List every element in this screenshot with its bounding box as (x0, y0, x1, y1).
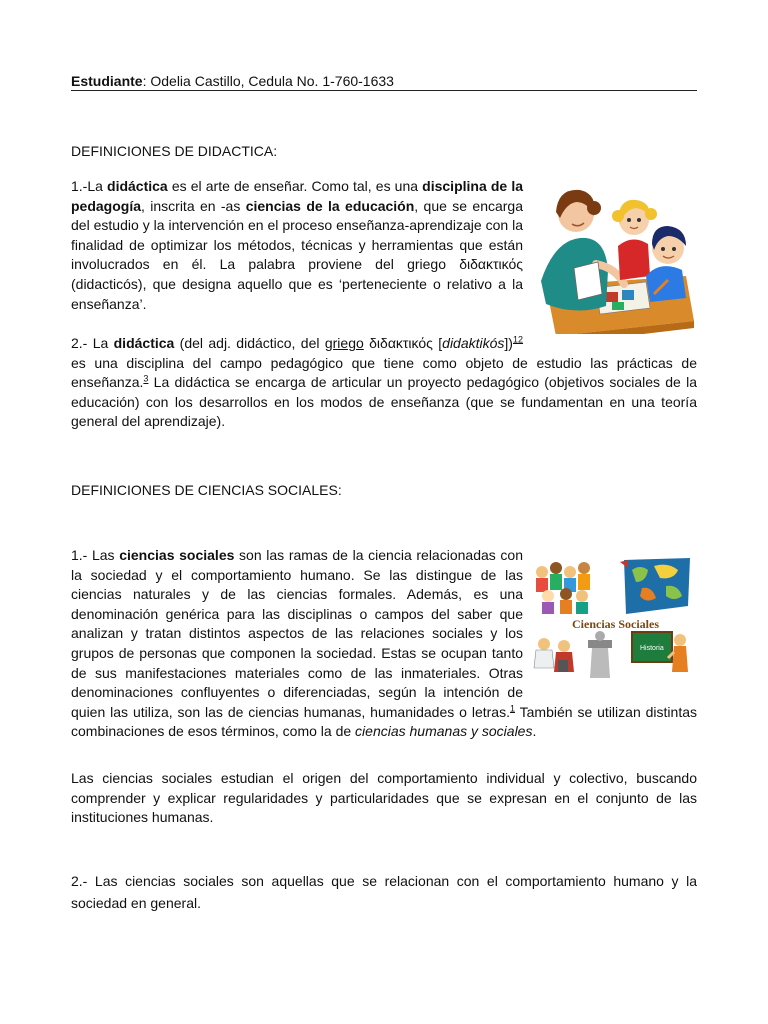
griego-link-2[interactable]: griego (324, 335, 364, 351)
image-caption: Ciencias Sociales (572, 617, 659, 631)
ciencias-sociales-definition-2: 2.- Las ciencias sociales son aquellas que se relacionan con el comportamiento humano y la sociedad en general. (71, 873, 697, 911)
footnote-1-ref[interactable]: 1 (509, 703, 515, 714)
didactica-definition-1: 1.-La didáctica es el arte de enseñar. Como tal, es una disciplina de la pedagogía, inscrita en -as ciencias de la educación, que se encarga del estudio y la intervención en el proceso enseñanza-aprendizaje con la finalidad de optimizar los métodos, técnicas y herramientas que están involucrados en él. La palabra proviene del griego διδακτικός (didacticós), que designa aquello que es ‘perteneciente o relativo a la enseñanza’. (71, 178, 523, 312)
footnote-3-ref[interactable]: 3 (143, 373, 149, 384)
student-info: : Odelia Castillo, Cedula No. 1-760-1633 (142, 73, 394, 89)
section-title-didactica: DEFINICIONES DE DIDACTICA: (71, 143, 278, 159)
ciencias-sociales-paragraph-2: Las ciencias sociales estudian el origen del comportamiento individual y colectivo, buscando comprender y explicar regularidades y particularidades que se expresan en el conjunto de las instituciones humanas. (71, 770, 697, 826)
didactica-definition-2-full: 2.- La didáctica (del adj. didáctico, del griego διδακτικός [didaktikós])$^{12}$ es una disciplina del campo pedagógico que tiene como objeto de estudio las prácticas de enseñanza.$^3$ La didáctica se encarga de articular un proyecto pedagógico (objetivos sociales de la educación) con los desarrollos en los modos de enseñanza (que se fundamentan en una teoría general del aprendizaje). (71, 334, 697, 432)
teacher-children-illustration (536, 176, 698, 348)
footnote-12-ref[interactable]: 12 (512, 334, 523, 345)
student-label: Estudiante (71, 73, 143, 89)
section-title-ciencias-sociales: DEFINICIONES DE CIENCIAS SOCIALES: (71, 482, 342, 498)
ciencias-sociales-definition-1: 1.- Las ciencias sociales son las ramas de la ciencia relacionadas con la sociedad y el comportamiento humano. Se las distingue de las ciencias naturales y de las ciencias formales. Además, es una denominación genérica para las disciplinas o campos del saber que analizan y tratan distintos aspectos de las relaciones sociales y los grupos de personas que componen la sociedad. Estas se ocupan tanto de sus manifestaciones materiales como de las inmateriales. Otras denominaciones confluyentes o diferenciadas, según la intención de quien las utiliza, son las de ciencias humanas, humanidades o letras.$^1$ También se utilizan distintas combinaciones de esos términos, como la de ciencias humanas y sociales. (71, 547, 697, 740)
svg-text:Historia: Historia (640, 645, 664, 652)
student-header (71, 73, 697, 91)
